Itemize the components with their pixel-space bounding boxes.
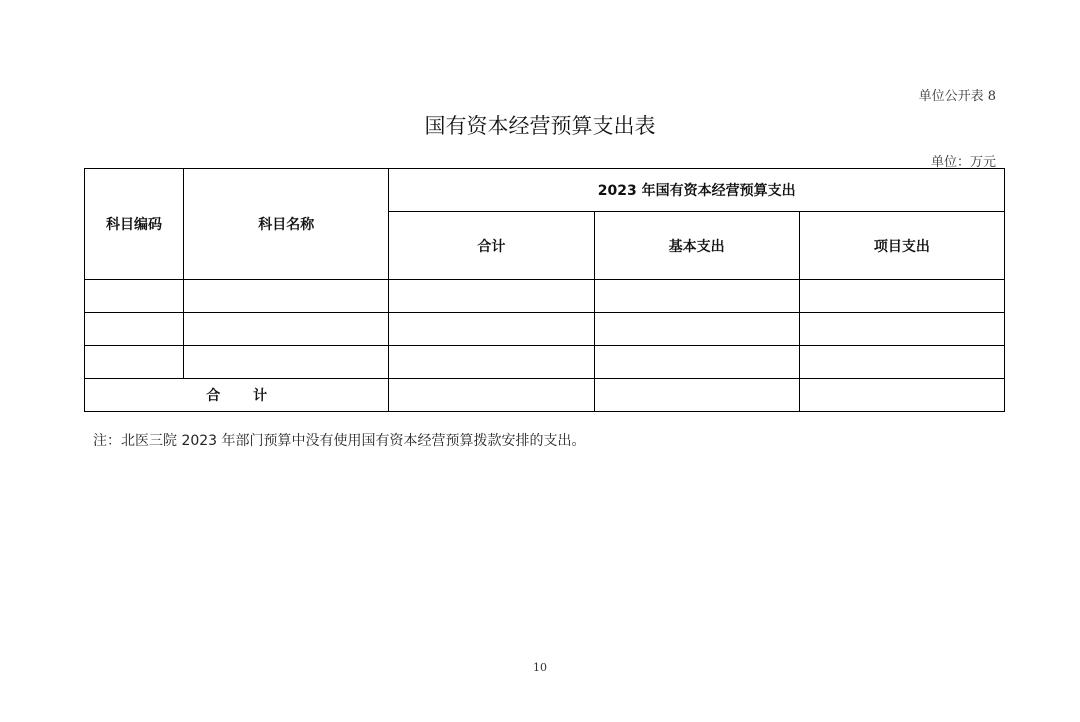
cell-basic [594,346,799,379]
cell-name [184,346,389,379]
form-code: 单位公开表 8 [918,89,996,104]
total-row-basic [594,379,799,412]
cell-basic [594,313,799,346]
cell-total [389,280,594,313]
header-basic: 基本支出 [594,212,799,280]
table-row [85,346,1005,379]
cell-name [184,280,389,313]
header-group: 2023 年国有资本经营预算支出 [389,169,1005,212]
cell-project [799,313,1004,346]
table-row [85,313,1005,346]
cell-project [799,346,1004,379]
cell-code [85,346,184,379]
budget-table [84,168,1005,412]
unit-label: 单位：万元 [930,155,996,170]
header-subject-code: 科目编码 [85,169,184,280]
document-title: 国有资本经营预算支出表 [424,114,656,138]
cell-name [184,313,389,346]
cell-total [389,313,594,346]
total-row-total [389,379,594,412]
footnote: 注：北医三院 2023 年部门预算中没有使用国有资本经营预算拨款安排的支出。 [93,433,586,449]
header-project: 项目支出 [799,212,1004,280]
total-row [85,379,1005,412]
header-total: 合计 [389,212,594,280]
table-row [85,280,1005,313]
header-subject-name: 科目名称 [184,169,389,280]
cell-code [85,280,184,313]
cell-basic [594,280,799,313]
total-row-project [799,379,1004,412]
cell-total [389,346,594,379]
cell-code [85,313,184,346]
page-number: 10 [533,661,547,674]
cell-project [799,280,1004,313]
header-row-1 [85,169,1005,212]
total-row-label: 合 计 [85,379,389,412]
